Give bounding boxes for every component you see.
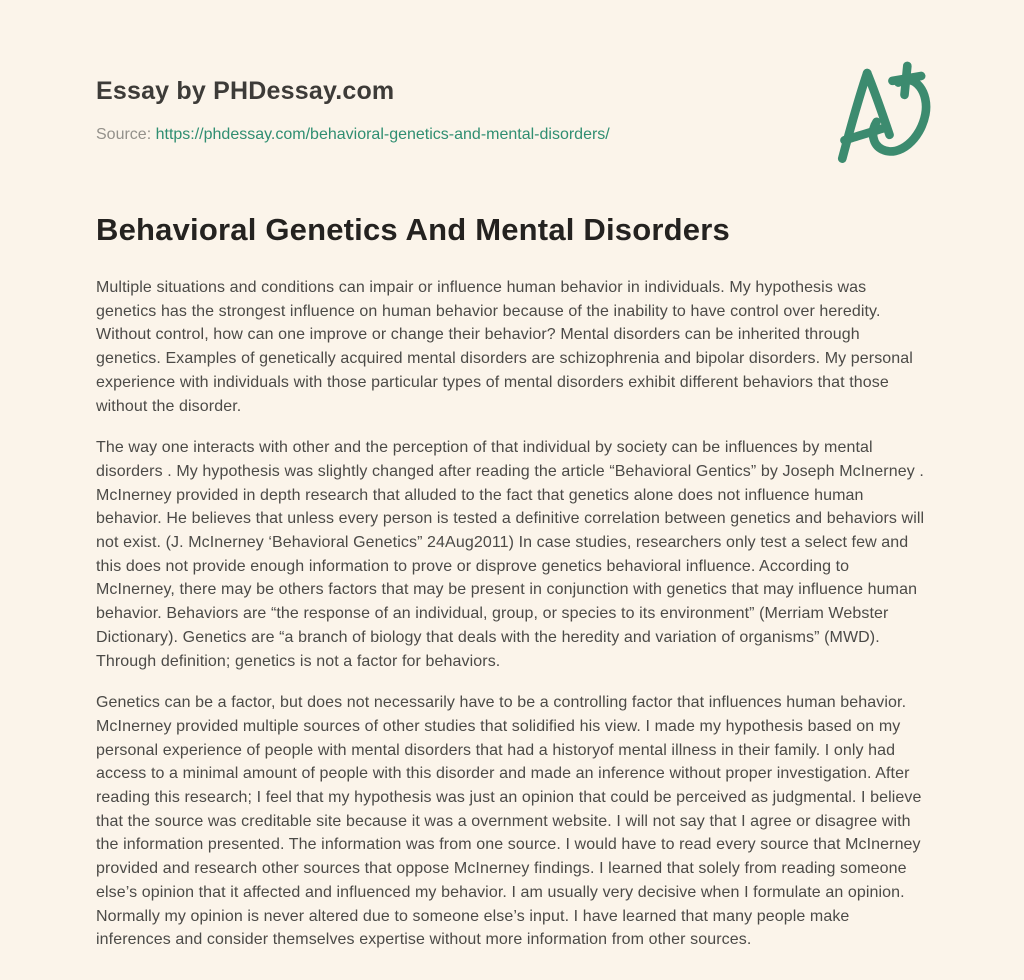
source-url-link[interactable]: https://phdessay.com/behavioral-genetics-and-mental-disorders/ — [155, 126, 610, 143]
essay-title: Behavioral Genetics And Mental Disorders — [96, 212, 730, 247]
essay-paragraph-1: Multiple situations and conditions can impair or influence human behavior in individuals. My hypothesis was genetics has the strongest influence on human behavior because of the inability to have control over heredity. Without control, how can one improve or change their behavior? Mental disorders can be inherited through genetics. Examples of genetically acquired mental disorders are schizophrenia and bipolar disorders. My personal experience with individuals with those particular types of mental disorders exhibit different behaviors that those without the disorder. — [96, 279, 913, 415]
essay-body — [96, 276, 928, 952]
essay-paragraph-2: The way one interacts with other and the perception of that individual by society can be influences by mental disorders . My hypothesis was slightly changed after reading the article “Behavioral Gentics” by Joseph McInerney . McInerney provided in depth research that alluded to the fact that genetics alone does not influence human behavior. He believes that unless every person is tested a definitive correlation between genetics and behaviors will not exist. (J. McInerney ‘Behavioral Genetics” 24Aug2011) In case studies, researchers only test a select few and this does not provide enough information to prove or disprove genetics behavioral influence. According to McInerney, there may be others factors that may be present in conjunction with genetics that may influence human behavior. Behaviors are “the response of an individual, group, or species to its environment” (Merriam Webster Dictionary). Genetics are “a branch of biology that deals with the heredity and variation of organisms” (MWD). Through definition; genetics is not a factor for behaviors. — [96, 439, 925, 670]
source-line — [96, 124, 928, 146]
page-header — [96, 76, 928, 146]
essay-paragraph-3: Genetics can be a factor, but does not necessarily have to be a controlling factor that influences human behavior. McInerney provided multiple sources of other studies that solidified his view. I made my hypothesis based on my personal experience of people with mental disorders that had a historyof mental illness in their family. I only had access to a minimal amount of people with this disorder and made an inference without proper investigation. After reading this research; I feel that my hypothesis was just an opinion that could be perceived as judgmental. I believe that the source was creditable site because it was a overnment website. I will not say that I agree or disagree with the information presented. The information was from one source. I would have to read every source that McInerney provided and research other sources that oppose McInerney findings. I learned that solely from reading someone else’s opinion that it affected and influenced my behavior. I am usually very decisive when I formulate an opinion. Normally my opinion is never altered due to someone else’s input. I have learned that many people make inferences and consider themselves expertise without more information from other sources. — [96, 694, 922, 949]
site-heading: Essay by PHDessay.com — [96, 77, 395, 105]
source-label: Source: — [96, 126, 152, 143]
phdessay-a-plus-logo-icon — [830, 58, 934, 165]
